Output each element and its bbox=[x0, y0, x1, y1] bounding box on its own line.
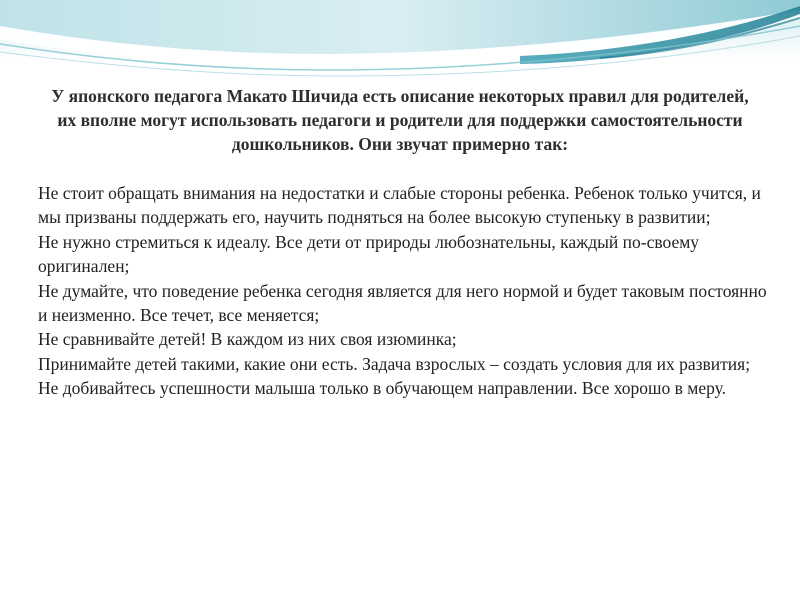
rule-item bbox=[26, 376, 776, 400]
rule-item bbox=[26, 352, 776, 376]
rule-text: Принимайте детей такими, какие они есть. Задача взрослых – создать условия для их развития; bbox=[38, 353, 751, 374]
rule-item bbox=[26, 181, 776, 230]
rule-item bbox=[26, 279, 776, 328]
rule-text: Не думайте, что поведение ребенка сегодня является для него нормой и будет таковым постоянно и неизменно. Все течет, все меняется; bbox=[38, 280, 767, 326]
decorative-wave-header bbox=[0, 0, 800, 90]
rule-text: Не добивайтесь успешности малыша только в обучающем направлении. Все хорошо в меру. bbox=[38, 378, 727, 399]
slide-title: У японского педагога Макато Шичида есть описание некоторых правил для родителей, их вполне могут использовать педагоги и родители для поддержки самостоятельности дошкольников. Они звучат примерно так: bbox=[51, 86, 749, 154]
rule-text: Не нужно стремиться к идеалу. Все дети от природы любознательны, каждый по-своему оригинален; bbox=[38, 231, 700, 277]
rule-item bbox=[26, 327, 776, 351]
rule-text: Не стоит обращать внимания на недостатки и слабые стороны ребенка. Ребенок только учится, и мы призваны поддержать его, научить подняться на более высокую ступеньку в развитии; bbox=[38, 183, 761, 228]
rule-text: Не сравнивайте детей! В каждом из них своя изюминка; bbox=[38, 329, 457, 350]
rule-item bbox=[26, 230, 776, 279]
rules-list bbox=[26, 181, 776, 401]
